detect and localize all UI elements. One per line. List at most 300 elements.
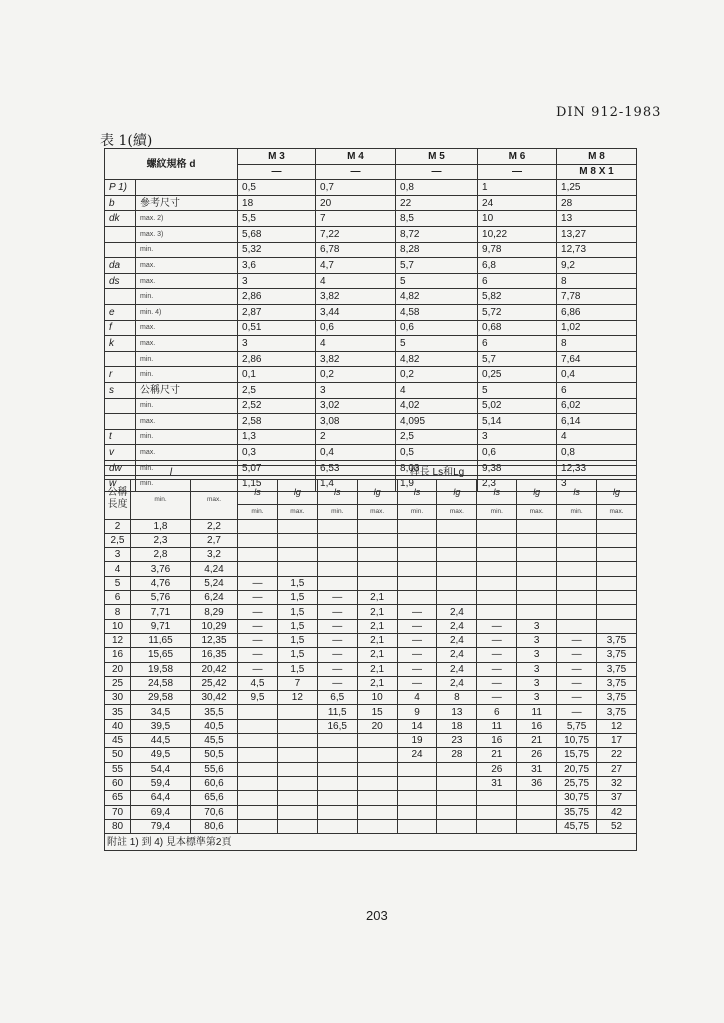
value-cell: 0,5 bbox=[238, 180, 316, 196]
shank-value bbox=[357, 748, 397, 762]
shank-value bbox=[517, 562, 557, 576]
value-cell: 3 bbox=[238, 336, 316, 352]
shank-value: — bbox=[317, 648, 357, 662]
shank-value: 3,75 bbox=[597, 676, 637, 690]
shank-value bbox=[317, 748, 357, 762]
table-row bbox=[105, 791, 637, 805]
shank-value bbox=[597, 519, 637, 533]
shank-value bbox=[317, 776, 357, 790]
shank-value bbox=[517, 591, 557, 605]
shank-value bbox=[557, 519, 597, 533]
shank-value: 2,1 bbox=[357, 591, 397, 605]
shank-value: 3,75 bbox=[597, 648, 637, 662]
value-cell: 1,02 bbox=[557, 320, 637, 336]
length-max: 60,6 bbox=[191, 776, 238, 790]
symbol-cell bbox=[105, 398, 136, 414]
length-min: 54,4 bbox=[131, 762, 191, 776]
shank-value: — bbox=[397, 662, 437, 676]
shank-value: — bbox=[238, 662, 278, 676]
value-cell: 5,14 bbox=[478, 414, 557, 430]
table-row bbox=[105, 619, 637, 633]
page-number: 203 bbox=[366, 908, 388, 923]
length-max: 65,6 bbox=[191, 791, 238, 805]
shank-value bbox=[238, 748, 278, 762]
shank-value: — bbox=[397, 619, 437, 633]
value-cell: 6 bbox=[478, 336, 557, 352]
limit-cell: max. bbox=[136, 414, 238, 430]
length-max: 6,24 bbox=[191, 591, 238, 605]
length-min: 2,3 bbox=[131, 533, 191, 547]
shank-value: 45,75 bbox=[557, 819, 597, 833]
shank-value: — bbox=[238, 605, 278, 619]
value-cell: 0,2 bbox=[396, 367, 478, 383]
shank-value bbox=[277, 519, 317, 533]
value-cell: 12,73 bbox=[557, 242, 637, 258]
table-row bbox=[105, 304, 637, 320]
shank-symbol: ls bbox=[557, 480, 597, 505]
shank-limit: min. bbox=[557, 505, 597, 519]
shank-value bbox=[597, 619, 637, 633]
shank-value: — bbox=[397, 648, 437, 662]
value-cell: 6 bbox=[557, 382, 637, 398]
table-row bbox=[105, 180, 637, 196]
size-header: M 4 bbox=[316, 149, 396, 165]
shank-value bbox=[357, 519, 397, 533]
table-row bbox=[105, 320, 637, 336]
shank-value bbox=[557, 562, 597, 576]
shank-value bbox=[597, 605, 637, 619]
nominal-length: 10 bbox=[105, 619, 131, 633]
length-min: 3,76 bbox=[131, 562, 191, 576]
shank-value: 26 bbox=[517, 748, 557, 762]
shank-value bbox=[277, 562, 317, 576]
value-cell: 6 bbox=[478, 273, 557, 289]
length-min: 59,4 bbox=[131, 776, 191, 790]
length-min: 44,5 bbox=[131, 734, 191, 748]
shank-value: 21 bbox=[517, 734, 557, 748]
value-cell: 1,3 bbox=[238, 429, 316, 445]
length-min: 49,5 bbox=[131, 748, 191, 762]
shank-value bbox=[437, 519, 477, 533]
shank-value: 27 bbox=[597, 762, 637, 776]
table-row bbox=[105, 662, 637, 676]
shank-limit: min. bbox=[477, 505, 517, 519]
shank-value: — bbox=[317, 633, 357, 647]
shank-length-label: 桿長 Ls和Lg bbox=[238, 466, 637, 480]
shank-value: 2,1 bbox=[357, 633, 397, 647]
shank-value: — bbox=[557, 705, 597, 719]
shank-value bbox=[357, 576, 397, 590]
shank-value: — bbox=[317, 605, 357, 619]
limit-cell: max. 2) bbox=[136, 211, 238, 227]
fine-thread-cell: — bbox=[478, 164, 557, 180]
shank-value: 7 bbox=[277, 676, 317, 690]
length-min: 15,65 bbox=[131, 648, 191, 662]
shank-value bbox=[277, 748, 317, 762]
shank-value bbox=[517, 805, 557, 819]
length-max: 20,42 bbox=[191, 662, 238, 676]
value-cell: 3 bbox=[478, 429, 557, 445]
shank-value: 37 bbox=[597, 791, 637, 805]
value-cell: 8,72 bbox=[396, 226, 478, 242]
shank-value: 2,1 bbox=[357, 619, 397, 633]
shank-value bbox=[437, 776, 477, 790]
shank-value: 1,5 bbox=[277, 605, 317, 619]
shank-value: — bbox=[238, 591, 278, 605]
shank-value: 3 bbox=[517, 676, 557, 690]
nominal-length: 65 bbox=[105, 791, 131, 805]
shank-value: 1,5 bbox=[277, 591, 317, 605]
shank-value: — bbox=[397, 676, 437, 690]
table-row bbox=[105, 398, 637, 414]
shank-value bbox=[238, 719, 278, 733]
value-cell: 4 bbox=[316, 273, 396, 289]
shank-value bbox=[317, 734, 357, 748]
symbol-cell: k bbox=[105, 336, 136, 352]
value-cell: 28 bbox=[557, 195, 637, 211]
shank-value: — bbox=[557, 691, 597, 705]
size-header: M 8 bbox=[557, 149, 637, 165]
nominal-length: 70 bbox=[105, 805, 131, 819]
shank-value: 13 bbox=[437, 705, 477, 719]
length-label: l bbox=[105, 466, 238, 480]
shank-value bbox=[277, 734, 317, 748]
shank-value bbox=[437, 548, 477, 562]
shank-value bbox=[357, 776, 397, 790]
nominal-length: 2 bbox=[105, 519, 131, 533]
limit-cell: 參考尺寸 bbox=[136, 195, 238, 211]
fine-thread-cell: M 8 X 1 bbox=[557, 164, 637, 180]
table-row bbox=[105, 648, 637, 662]
shank-value: 16,5 bbox=[317, 719, 357, 733]
footnote-row bbox=[105, 834, 637, 851]
value-cell: 2,86 bbox=[238, 289, 316, 305]
shank-value: 1,5 bbox=[277, 633, 317, 647]
shank-value: — bbox=[477, 691, 517, 705]
length-min: 79,4 bbox=[131, 819, 191, 833]
shank-value bbox=[557, 591, 597, 605]
table-row bbox=[105, 633, 637, 647]
shank-value: 10 bbox=[357, 691, 397, 705]
value-cell: 6,53 bbox=[316, 460, 396, 476]
table-row bbox=[105, 533, 637, 547]
shank-value: — bbox=[317, 619, 357, 633]
value-cell: 5,82 bbox=[478, 289, 557, 305]
shank-value: 4,5 bbox=[238, 676, 278, 690]
value-cell: 3,82 bbox=[316, 289, 396, 305]
size-header: M 3 bbox=[238, 149, 316, 165]
value-cell: 0,6 bbox=[396, 320, 478, 336]
nominal-length: 50 bbox=[105, 748, 131, 762]
shank-value: 20 bbox=[357, 719, 397, 733]
shank-value bbox=[437, 762, 477, 776]
symbol-cell: r bbox=[105, 367, 136, 383]
value-cell: 3,08 bbox=[316, 414, 396, 430]
shank-value bbox=[397, 533, 437, 547]
limit-cell: min. bbox=[136, 460, 238, 476]
symbol-cell bbox=[105, 242, 136, 258]
shank-value bbox=[238, 762, 278, 776]
value-cell: 4,58 bbox=[396, 304, 478, 320]
value-cell: 0,1 bbox=[238, 367, 316, 383]
limit-cell: max. bbox=[136, 258, 238, 274]
shank-value: 2,4 bbox=[437, 619, 477, 633]
limit-cell: min. bbox=[136, 289, 238, 305]
length-max: 30,42 bbox=[191, 691, 238, 705]
shank-value: 3 bbox=[517, 648, 557, 662]
value-cell: 3,82 bbox=[316, 351, 396, 367]
max-label: max. bbox=[191, 480, 238, 519]
shank-value bbox=[357, 548, 397, 562]
value-cell: 0,6 bbox=[478, 445, 557, 461]
table-row bbox=[105, 762, 637, 776]
table-row bbox=[105, 548, 637, 562]
shank-value: 2,4 bbox=[437, 605, 477, 619]
value-cell: 5 bbox=[396, 273, 478, 289]
nominal-length: 80 bbox=[105, 819, 131, 833]
shank-value bbox=[317, 805, 357, 819]
value-cell: 0,2 bbox=[316, 367, 396, 383]
value-cell: 7,22 bbox=[316, 226, 396, 242]
value-cell: 6,02 bbox=[557, 398, 637, 414]
shank-value: 3,75 bbox=[597, 662, 637, 676]
footnote: 附註 1) 到 4) 見本標準第2頁 bbox=[105, 834, 637, 851]
shank-value bbox=[317, 791, 357, 805]
shank-value: 9,5 bbox=[238, 691, 278, 705]
length-min: 19,58 bbox=[131, 662, 191, 676]
length-min: 24,58 bbox=[131, 676, 191, 690]
shank-value: 31 bbox=[477, 776, 517, 790]
length-min: 7,71 bbox=[131, 605, 191, 619]
shank-value bbox=[397, 791, 437, 805]
shank-value bbox=[357, 762, 397, 776]
value-cell: 3,6 bbox=[238, 258, 316, 274]
shank-value bbox=[477, 819, 517, 833]
shank-limit: max. bbox=[437, 505, 477, 519]
length-min: 5,76 bbox=[131, 591, 191, 605]
value-cell: 0,3 bbox=[238, 445, 316, 461]
value-cell: 24 bbox=[478, 195, 557, 211]
value-cell: 12,33 bbox=[557, 460, 637, 476]
value-cell: 6,14 bbox=[557, 414, 637, 430]
symbol-cell: e bbox=[105, 304, 136, 320]
shank-value bbox=[238, 533, 278, 547]
shank-value bbox=[397, 776, 437, 790]
symbol-cell: v bbox=[105, 445, 136, 461]
table-row bbox=[105, 748, 637, 762]
shank-value bbox=[277, 762, 317, 776]
value-cell: 8,5 bbox=[396, 211, 478, 227]
shank-value bbox=[238, 705, 278, 719]
table-row bbox=[105, 414, 637, 430]
fine-thread-cell: — bbox=[238, 164, 316, 180]
shank-value: — bbox=[477, 633, 517, 647]
value-cell: 4,82 bbox=[396, 289, 478, 305]
length-min: 69,4 bbox=[131, 805, 191, 819]
shank-value bbox=[317, 562, 357, 576]
shank-value: 14 bbox=[397, 719, 437, 733]
shank-value: 15,75 bbox=[557, 748, 597, 762]
shank-value: 6,5 bbox=[317, 691, 357, 705]
shank-value bbox=[557, 533, 597, 547]
shank-value bbox=[317, 519, 357, 533]
shank-value: 2,1 bbox=[357, 605, 397, 619]
table-row bbox=[105, 576, 637, 590]
length-max: 4,24 bbox=[191, 562, 238, 576]
limit-cell: min. bbox=[136, 367, 238, 383]
shank-value bbox=[517, 819, 557, 833]
table-row bbox=[105, 691, 637, 705]
nominal-length: 2,5 bbox=[105, 533, 131, 547]
value-cell: 5,07 bbox=[238, 460, 316, 476]
limit-cell: min. bbox=[136, 476, 238, 492]
length-max: 40,5 bbox=[191, 719, 238, 733]
length-table bbox=[104, 465, 637, 851]
table-row bbox=[105, 211, 637, 227]
shank-value: — bbox=[477, 676, 517, 690]
symbol-cell: ds bbox=[105, 273, 136, 289]
value-cell: 0,7 bbox=[316, 180, 396, 196]
shank-symbol: lg bbox=[277, 480, 317, 505]
table-row bbox=[105, 676, 637, 690]
shank-value: — bbox=[557, 648, 597, 662]
size-header-row bbox=[105, 149, 637, 165]
symbol-cell: t bbox=[105, 429, 136, 445]
nominal-length: 55 bbox=[105, 762, 131, 776]
length-max: 80,6 bbox=[191, 819, 238, 833]
shank-value bbox=[238, 548, 278, 562]
table-row bbox=[105, 258, 637, 274]
value-cell: 6,78 bbox=[316, 242, 396, 258]
nominal-length: 6 bbox=[105, 591, 131, 605]
limit-cell: max. bbox=[136, 336, 238, 352]
shank-value: 5,75 bbox=[557, 719, 597, 733]
value-cell: 5,7 bbox=[396, 258, 478, 274]
shank-value: — bbox=[238, 576, 278, 590]
shank-value bbox=[517, 576, 557, 590]
shank-symbol: lg bbox=[357, 480, 397, 505]
shank-value bbox=[557, 619, 597, 633]
value-cell: 4 bbox=[557, 429, 637, 445]
shank-value: 1,5 bbox=[277, 619, 317, 633]
shank-value bbox=[437, 819, 477, 833]
limit-cell: min. 4) bbox=[136, 304, 238, 320]
value-cell: 2,87 bbox=[238, 304, 316, 320]
shank-value bbox=[397, 576, 437, 590]
nominal-length: 35 bbox=[105, 705, 131, 719]
table-row bbox=[105, 591, 637, 605]
length-min: 2,8 bbox=[131, 548, 191, 562]
shank-limit: min. bbox=[397, 505, 437, 519]
value-cell: 0,8 bbox=[396, 180, 478, 196]
value-cell: 7,64 bbox=[557, 351, 637, 367]
shank-value bbox=[477, 791, 517, 805]
value-cell: 8 bbox=[557, 273, 637, 289]
dimensions-table bbox=[104, 148, 637, 492]
nominal-length: 20 bbox=[105, 662, 131, 676]
shank-value: 3 bbox=[517, 662, 557, 676]
value-cell: 4 bbox=[396, 382, 478, 398]
value-cell: 18 bbox=[238, 195, 316, 211]
shank-value bbox=[277, 705, 317, 719]
shank-value: — bbox=[317, 591, 357, 605]
shank-value bbox=[238, 734, 278, 748]
limit-cell: max. bbox=[136, 445, 238, 461]
shank-value: 3 bbox=[517, 619, 557, 633]
value-cell: 8 bbox=[557, 336, 637, 352]
shank-value bbox=[477, 576, 517, 590]
symbol-cell: da bbox=[105, 258, 136, 274]
shank-value bbox=[517, 519, 557, 533]
table-row bbox=[105, 382, 637, 398]
value-cell: 8,03 bbox=[396, 460, 478, 476]
limit-cell: max. 3) bbox=[136, 226, 238, 242]
value-cell: 3 bbox=[557, 476, 637, 492]
shank-value bbox=[357, 791, 397, 805]
shank-value bbox=[397, 591, 437, 605]
shank-limit: max. bbox=[277, 505, 317, 519]
symbol-cell: w bbox=[105, 476, 136, 492]
length-max: 35,5 bbox=[191, 705, 238, 719]
nominal-length-label: 公稱長度 bbox=[105, 480, 131, 519]
value-cell: 20 bbox=[316, 195, 396, 211]
shank-value: 20,75 bbox=[557, 762, 597, 776]
value-cell: 4 bbox=[316, 336, 396, 352]
value-cell: 5,02 bbox=[478, 398, 557, 414]
shank-value bbox=[517, 548, 557, 562]
shank-value bbox=[517, 533, 557, 547]
symbol-cell bbox=[105, 414, 136, 430]
shank-value: 32 bbox=[597, 776, 637, 790]
value-cell: 1,25 bbox=[557, 180, 637, 196]
shank-symbol: lg bbox=[437, 480, 477, 505]
table-row bbox=[105, 805, 637, 819]
shank-value: 2,4 bbox=[437, 662, 477, 676]
table-row bbox=[105, 605, 637, 619]
value-cell: 2,3 bbox=[478, 476, 557, 492]
shank-value: 16 bbox=[477, 734, 517, 748]
shank-value: 26 bbox=[477, 762, 517, 776]
shank-limit: min. bbox=[317, 505, 357, 519]
shank-value bbox=[477, 591, 517, 605]
shank-value: 9 bbox=[397, 705, 437, 719]
nominal-length: 12 bbox=[105, 633, 131, 647]
value-cell: 8,28 bbox=[396, 242, 478, 258]
shank-value: 2,1 bbox=[357, 676, 397, 690]
shank-value: — bbox=[397, 633, 437, 647]
shank-value bbox=[557, 605, 597, 619]
shank-value: 22 bbox=[597, 748, 637, 762]
shank-value bbox=[357, 533, 397, 547]
shank-value bbox=[557, 576, 597, 590]
nominal-length: 3 bbox=[105, 548, 131, 562]
value-cell: 2,86 bbox=[238, 351, 316, 367]
value-cell: 9,38 bbox=[478, 460, 557, 476]
shank-value: — bbox=[557, 676, 597, 690]
value-cell: 2,5 bbox=[238, 382, 316, 398]
value-cell: 2,52 bbox=[238, 398, 316, 414]
nominal-length: 45 bbox=[105, 734, 131, 748]
value-cell: 13 bbox=[557, 211, 637, 227]
length-max: 55,6 bbox=[191, 762, 238, 776]
value-cell: 4,095 bbox=[396, 414, 478, 430]
symbol-cell: s bbox=[105, 382, 136, 398]
nominal-length: 30 bbox=[105, 691, 131, 705]
limit-cell: min. bbox=[136, 242, 238, 258]
value-cell: 5 bbox=[478, 382, 557, 398]
value-cell: 7,78 bbox=[557, 289, 637, 305]
shank-value: 1,5 bbox=[277, 648, 317, 662]
